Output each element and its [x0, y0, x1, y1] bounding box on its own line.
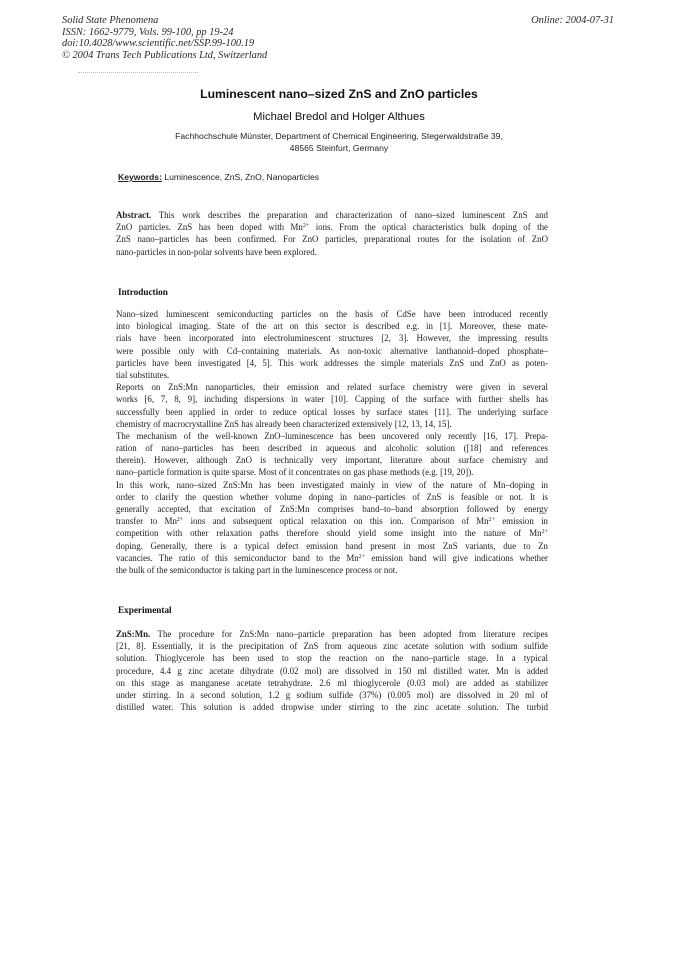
journal-header: [62, 15, 267, 61]
text-line: competition with other relaxation paths therefore should yield some insight into the nature of $Mn^{2+}$: [116, 528, 548, 539]
keywords-label: Keywords:: [118, 172, 162, 182]
paper-title: Luminescent nano–sized ZnS and ZnO particles: [200, 87, 478, 101]
text-line: distilled water. This solution is added dropwise under stirring to the zinc acetate solution. The turbid: [116, 702, 548, 713]
text-line: procedure, 4.4 g zinc acetate dihydrate (0.02 mol) are dissolved in 150 ml distilled water. Mn is added: [116, 665, 548, 676]
text-line: rials have been incorporated into electroluminescent structures [2, 3]. However, the impressing results: [116, 333, 548, 344]
experimental-body: [116, 628, 548, 713]
text-line: transfer to $Mn^{2+}$ ions and subsequent optical relaxation on this ion. Comparison of $Mn^{2+}$ emission in: [116, 516, 548, 527]
text-line: Reports on ZnS:Mn nanoparticles, their emission and related surface chemistry were given in several: [116, 382, 548, 393]
text-line: doping. Generally, there is a typical defect emission band present in most ZnS variants, due to Zn: [116, 540, 548, 551]
text-line: vacancies. The ratio of this semiconductor band to the $Mn^{2+}$ emission band will give indications whether: [116, 552, 548, 563]
text-line: the bulk of the semiconductor is taking part in the luminescence process or not.: [116, 564, 398, 575]
text-line: The mechanism of the well-known ZnO–luminescence has been uncovered only recently [16, 17]. Prepa-: [116, 430, 548, 441]
affiliation-line: 48565 Steinfurt, Germany: [289, 143, 389, 153]
issn-line: ISSN: 1662-9779, Vols. 99-100, pp 19-24: [62, 26, 234, 38]
doi-link[interactable]: doi:10.4028/www.scientific.net/SSP.99-100.19: [62, 38, 255, 50]
text-line: nano–particle formation is quite sparse. Most of it concentrates on gas phase methods (e.g. [19, 20]).: [116, 467, 474, 478]
affiliation-line: Fachhochschule Münster, Department of Chemical Engineering, Stegerwaldstraße 39,: [175, 131, 503, 141]
text-line: under stirring. In a second solution, 1.2 g sodium sulfide (37%) (0.005 mol) are dissolved in 20 ml of: [116, 689, 548, 700]
text-line: therein). However, although ZnO is technically very important, literature about surface chemistry and: [116, 455, 548, 466]
affiliation: [0, 130, 678, 154]
abstract-line: nano-particles in non-polar solvents have been explored.: [116, 246, 317, 257]
text-line: chemistry of macrocrystalline ZnS has already been characterized extensively [12, 13, 14, 15].: [116, 418, 452, 429]
text-line: ZnS:Mn. The procedure for ZnS:Mn nano–particle preparation has been adopted from literature recipes: [116, 629, 548, 639]
text-line: particles have been investigated [4, 5]. This work addresses the simple materials ZnS und ZnO as poten-: [116, 357, 548, 368]
text-line: [21, 8]. Essentially, it is the precipitation of ZnS from aqueous zinc acetate solution with sodium sulfide: [116, 641, 548, 652]
header-divider: [78, 72, 198, 73]
text-line: into biological imaging. State of the art on this sector is described e.g. in [1]. Moreover, these mate-: [116, 321, 548, 332]
online-date: Online: 2004-07-31: [531, 15, 614, 26]
text-line: solution. Thioglycerole has been used to stop the reaction on the nano–particle stage. In a typical: [116, 653, 548, 664]
paper-authors: Michael Bredol and Holger Althues: [253, 111, 425, 123]
copyright-line: © 2004 Trans Tech Publications Ltd, Switzerland: [62, 49, 268, 61]
text-line: generally accepted, that excitation of ZnS:Mn comprises band–to–band absorption followed by energy: [116, 504, 548, 514]
text-line: In this work, nano–sized ZnS:Mn has been investigated mainly in view of the nature of Mn–doping in: [116, 479, 548, 490]
journal-name: Solid State Phenomena: [62, 15, 159, 26]
text-line: on this stage as manganese acetate tetrahydrate. 2.6 ml thioglycerole (0.03 mol) are added as stabilizer: [116, 677, 548, 688]
introduction-body: [116, 308, 548, 576]
abstract-label: Abstract.: [116, 210, 152, 220]
text-line: tial substitutes.: [116, 369, 170, 380]
text-line: were possible only with Cd–containing materials. As non-toxic alternative lanthanoid–doped phosphate–: [116, 345, 548, 356]
text-line: successfully been applied in order to reduce optical losses by surface states [11]. The underlying surface: [116, 406, 548, 417]
text-line: order to clarify the question whether volume doping in nano–particles of ZnS is feasible or not. It is: [116, 491, 548, 502]
text-line: works [6, 7, 8, 9], including dispersions in water [10]. Capping of the surface with further shells has: [116, 394, 548, 405]
section-heading-experimental: Experimental: [118, 605, 172, 615]
abstract: [116, 209, 548, 258]
keywords-text: Luminescence, ZnS, ZnO, Nanoparticles: [161, 172, 320, 182]
keywords: [118, 172, 319, 182]
text-line: Nano–sized luminescent semiconducting particles on the basis of CdSe have been introduced recently: [116, 309, 548, 319]
text-line: ration of nano–particles has been described in aqueous and alcoholic solution ([18] and references: [116, 443, 548, 454]
abstract-line: ZnS nano–particles has been confirmed. For ZnO particles, preparational routes for the isolation of ZnO: [116, 234, 548, 245]
abstract-line: ZnO particles. ZnS has been doped with $Mn^{2+}$ ions. From the optical characteristics bulk doping of the: [116, 222, 548, 233]
section-heading-introduction: Introduction: [118, 287, 168, 297]
subsection-lead: ZnS:Mn.: [116, 629, 151, 639]
abstract-line: Abstract. This work describes the preparation and characterization of nano–sized luminescent ZnS and: [116, 210, 548, 220]
